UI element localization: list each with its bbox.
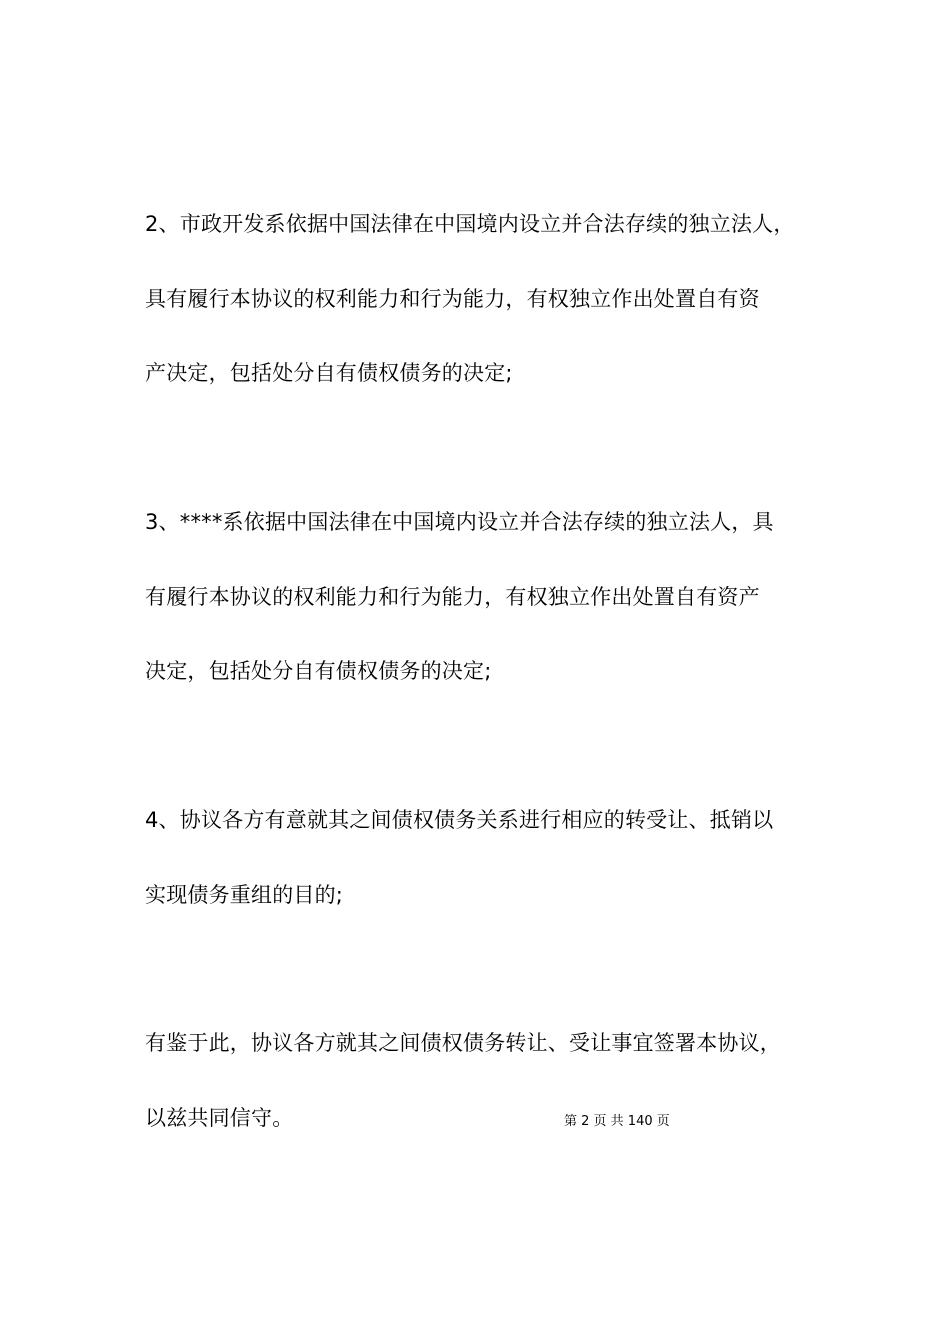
paragraph-4-line-2: 实现债务重组的目的;: [145, 883, 344, 907]
paragraph-conclusion-line-1: 有鉴于此，协议各方就其之间债权债务转让、受让事宜签署本协议，: [145, 1031, 781, 1055]
paragraph-2-line-3: 产决定，包括处分自有债权债务的决定;: [145, 361, 513, 385]
paragraph-4-line-1: 4、协议各方有意就其之间债权债务关系进行相应的转受让、抵销以: [145, 808, 774, 832]
paragraph-conclusion-line-2: 以兹共同信守。: [145, 1106, 294, 1130]
paragraph-2-line-2: 具有履行本协议的权利能力和行为能力，有权独立作出处置自有资: [145, 287, 760, 311]
page-number-footer: 第 2 页 共 140 页: [564, 1114, 670, 1129]
paragraph-2-line-1: 2、市政开发系依据中国法律在中国境内设立并合法存续的独立法人，: [145, 212, 795, 236]
paragraph-3-line-2: 有履行本协议的权利能力和行为能力，有权独立作出处置自有资产: [145, 585, 760, 609]
paragraph-3-line-1: 3、****系依据中国法律在中国境内设立并合法存续的独立法人，具: [145, 510, 774, 534]
paragraph-3-line-3: 决定，包括处分自有债权债务的决定;: [145, 659, 492, 683]
